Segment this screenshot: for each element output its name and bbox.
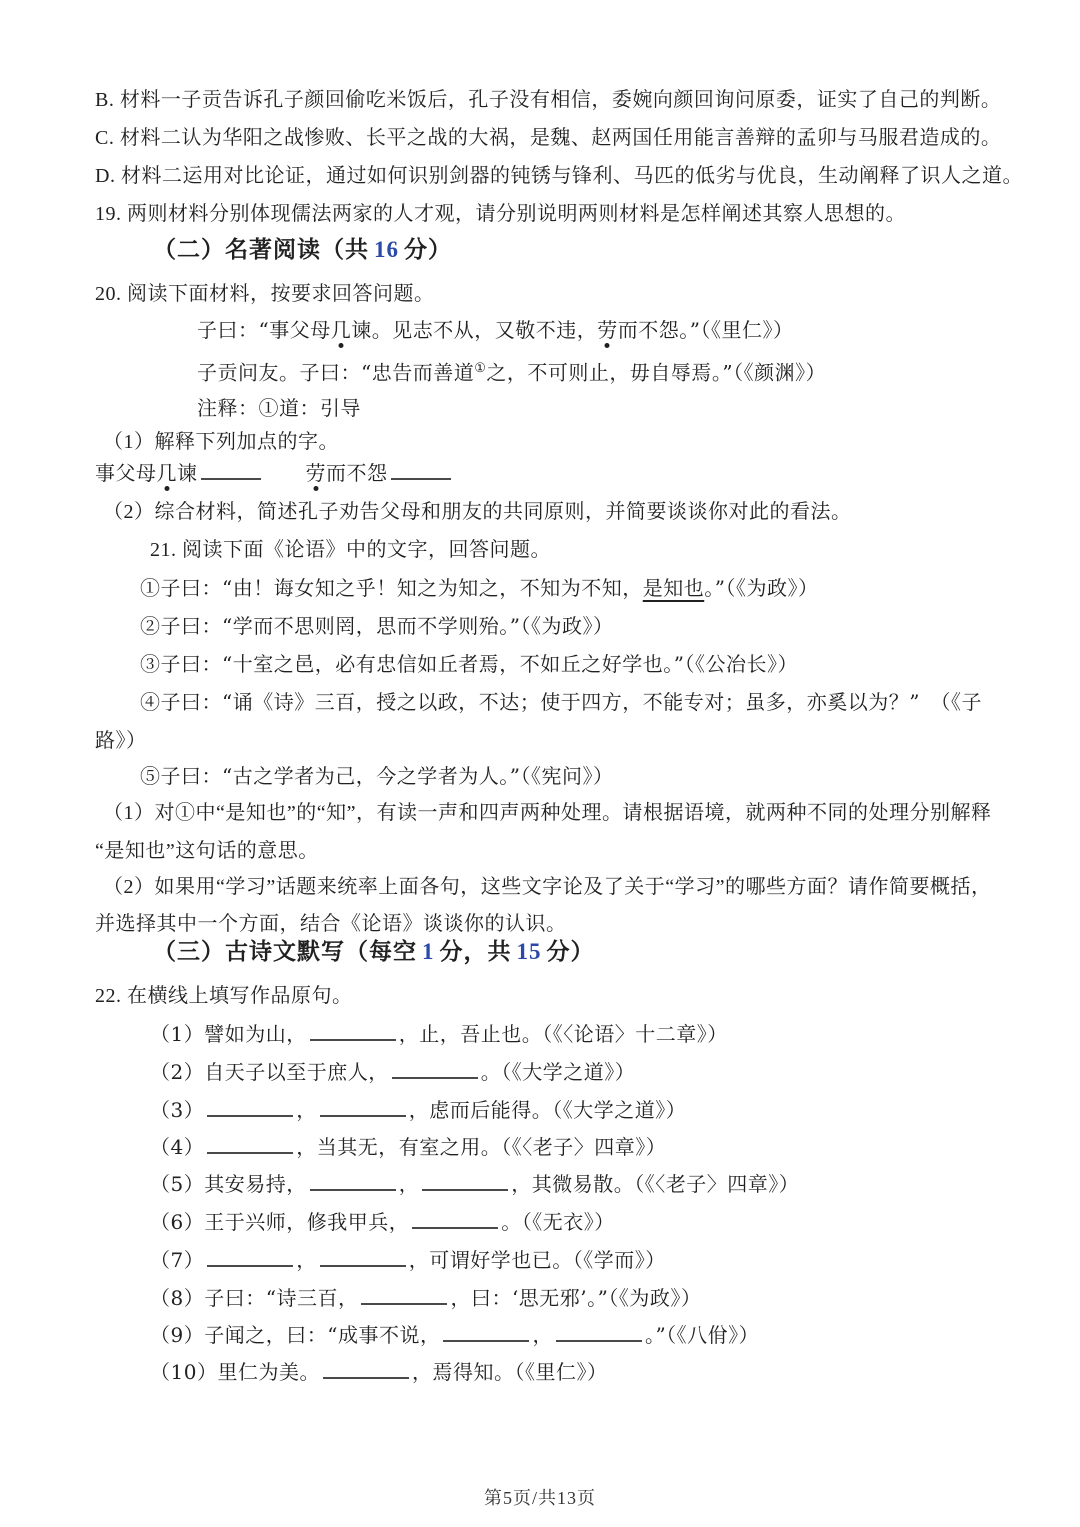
heading-score-number: 1 <box>422 939 435 964</box>
text-segment: 事父母 <box>95 463 157 485</box>
text-segment: 而不怨 <box>326 463 388 485</box>
answer-blank <box>391 460 451 480</box>
answer-blank <box>443 1322 529 1342</box>
answer-blank <box>201 460 261 480</box>
footnote-line: 注释：①道：引导 <box>197 396 361 420</box>
q21-item-5: ⑤子曰：“古之学者为己，今之学者为人。”（《宪问》） <box>140 764 614 788</box>
q20-sub1: （1）解释下列加点的字。 <box>103 431 339 453</box>
heading-score-number: 15 <box>516 939 542 964</box>
q20-explain-line <box>95 460 454 488</box>
heading-text: 分） <box>546 939 595 964</box>
section-heading-dictation <box>153 938 595 966</box>
question-21-stem: 21. 阅读下面《论语》中的文字，回答问题。 <box>150 539 551 561</box>
answer-blank <box>412 1209 498 1229</box>
heading-score-number: 16 <box>374 237 399 262</box>
q22-item-1: （1）譬如为山， ，止，吾止也。（《〈论语〉十二章》） <box>150 1022 728 1046</box>
choice-b: B. 材料一子贡告诉孔子颜回偷吃米饭后，孔子没有相信，委婉向颜回询问原委，证实了自己的判断。 <box>95 89 1002 111</box>
question-22-stem: 22. 在横线上填写作品原句。 <box>95 985 353 1007</box>
heading-text: 分） <box>404 237 452 262</box>
q21-item-3: ③子曰：“十室之邑，必有忠信如丘者焉，不如丘之好学也。”（《公冶长》） <box>140 652 798 676</box>
question-20-stem: 20. 阅读下面材料，按要求回答问题。 <box>95 283 435 305</box>
q22-item-4: （4） ，当其无，有室之用。（《〈老子〉四章》） <box>150 1135 667 1159</box>
choice-d: D. 材料二运用对比论证，通过如何识别剑器的钝锈与锋利、马匹的低劣与优良，生动阐释了识人之道。 <box>95 165 1023 187</box>
q22-item-6: （6）王于兴师，修我甲兵， 。（《无衣》） <box>150 1210 615 1234</box>
answer-blank <box>422 1171 508 1191</box>
answer-blank <box>361 1285 447 1305</box>
q21-sub1-line2: “是知也”这句话的意思。 <box>95 840 319 862</box>
q22-item-9: （9）子闻之，曰：“成事不说， ， 。”（《八佾》） <box>150 1323 760 1347</box>
answer-blank <box>323 1359 409 1379</box>
question-19: 19. 两则材料分别体现儒法两家的人才观，请分别说明两则材料是怎样阐述其察人思想的。 <box>95 203 906 225</box>
q22-item-7: （7） ， ，可谓好学也已。（《学而》） <box>150 1248 666 1272</box>
text-segment: 子曰：“事父母 <box>197 318 331 342</box>
text-segment: 谏 <box>177 463 198 485</box>
heading-text: （三）古诗文默写（每空 <box>153 939 417 964</box>
q21-sub2-line2: 并选择其中一个方面，结合《论语》谈谈你的认识。 <box>95 913 567 935</box>
q21-item-4-wrap: 路》） <box>95 728 147 752</box>
answer-blank <box>207 1134 293 1154</box>
answer-blank <box>320 1247 406 1267</box>
underlined-phrase: 是知也 <box>642 576 705 600</box>
choice-c: C. 材料二认为华阳之战惨败、长平之战的大祸，是魏、赵两国任用能言善辩的孟卯与马服君造成的。 <box>95 127 1002 149</box>
emphasized-char: 劳 <box>597 318 618 342</box>
q22-item-10: （10）里仁为美。 ，焉得知。（《里仁》） <box>150 1360 608 1384</box>
emphasized-char: 劳 <box>305 463 326 485</box>
answer-blank <box>320 1097 406 1117</box>
text-segment: 。”（《为政》） <box>704 576 819 600</box>
q22-item-2: （2）自天子以至于庶人， 。（《大学之道》） <box>150 1060 636 1084</box>
answer-blank <box>310 1021 396 1041</box>
heading-text: （二）名著阅读（共 <box>153 237 369 262</box>
heading-text: 分，共 <box>439 939 512 964</box>
emphasized-char: 几 <box>156 463 177 485</box>
quote-yanyuan <box>197 355 826 387</box>
answer-blank <box>207 1247 293 1267</box>
q22-item-5: （5）其安易持， ， ，其微易散。（《〈老子〉四章》） <box>150 1172 800 1196</box>
answer-blank <box>207 1097 293 1117</box>
answer-blank <box>556 1322 642 1342</box>
q21-item-1 <box>140 574 818 602</box>
q22-item-3: （3） ， ，虑而后能得。（《大学之道》） <box>150 1098 687 1122</box>
answer-blank <box>392 1059 478 1079</box>
text-segment: 谏。见志不从，又敬不违， <box>351 318 598 342</box>
q21-sub1-line1: （1）对①中“是知也”的“知”，有读一声和四声两种处理。请根据语境，就两种不同的处理分别解释 <box>103 802 992 824</box>
q21-item-4: ④子曰：“诵《诗》三百，授之以政，不达；使于四方，不能专对；虽多，亦奚以为？” （《子 <box>140 690 982 714</box>
footnote-marker: ① <box>474 361 487 376</box>
text-segment: ①子曰：“由！诲女知之乎！知之为知之，不知为不知， <box>140 576 643 600</box>
page-footer: 第5页/共13页 <box>483 1488 596 1508</box>
q21-sub2-line1: （2）如果用“学习”话题来统率上面各句，这些文字论及了关于“学习”的哪些方面？请作简要概括， <box>103 876 992 898</box>
text-segment: 子贡问友。子曰：“忠告而善道 <box>197 360 475 385</box>
q22-item-8: （8）子曰：“诗三百， ，曰：‘思无邪’。”（《为政》） <box>150 1286 702 1310</box>
section-heading-famous-works <box>153 236 452 264</box>
answer-blank <box>310 1171 396 1191</box>
q21-item-2: ②子曰：“学而不思则罔，思而不学则殆。”（《为政》） <box>140 614 614 638</box>
text-segment: 之，不可则止，毋自辱焉。”（《颜渊》） <box>486 360 827 385</box>
q20-sub2: （2）综合材料，简述孔子劝告父母和朋友的共同原则，并简要谈谈你对此的看法。 <box>103 501 852 523</box>
quote-liren <box>197 316 793 344</box>
emphasized-char: 几 <box>330 318 352 342</box>
text-segment: 而不怨。”（《里仁》） <box>617 318 794 342</box>
